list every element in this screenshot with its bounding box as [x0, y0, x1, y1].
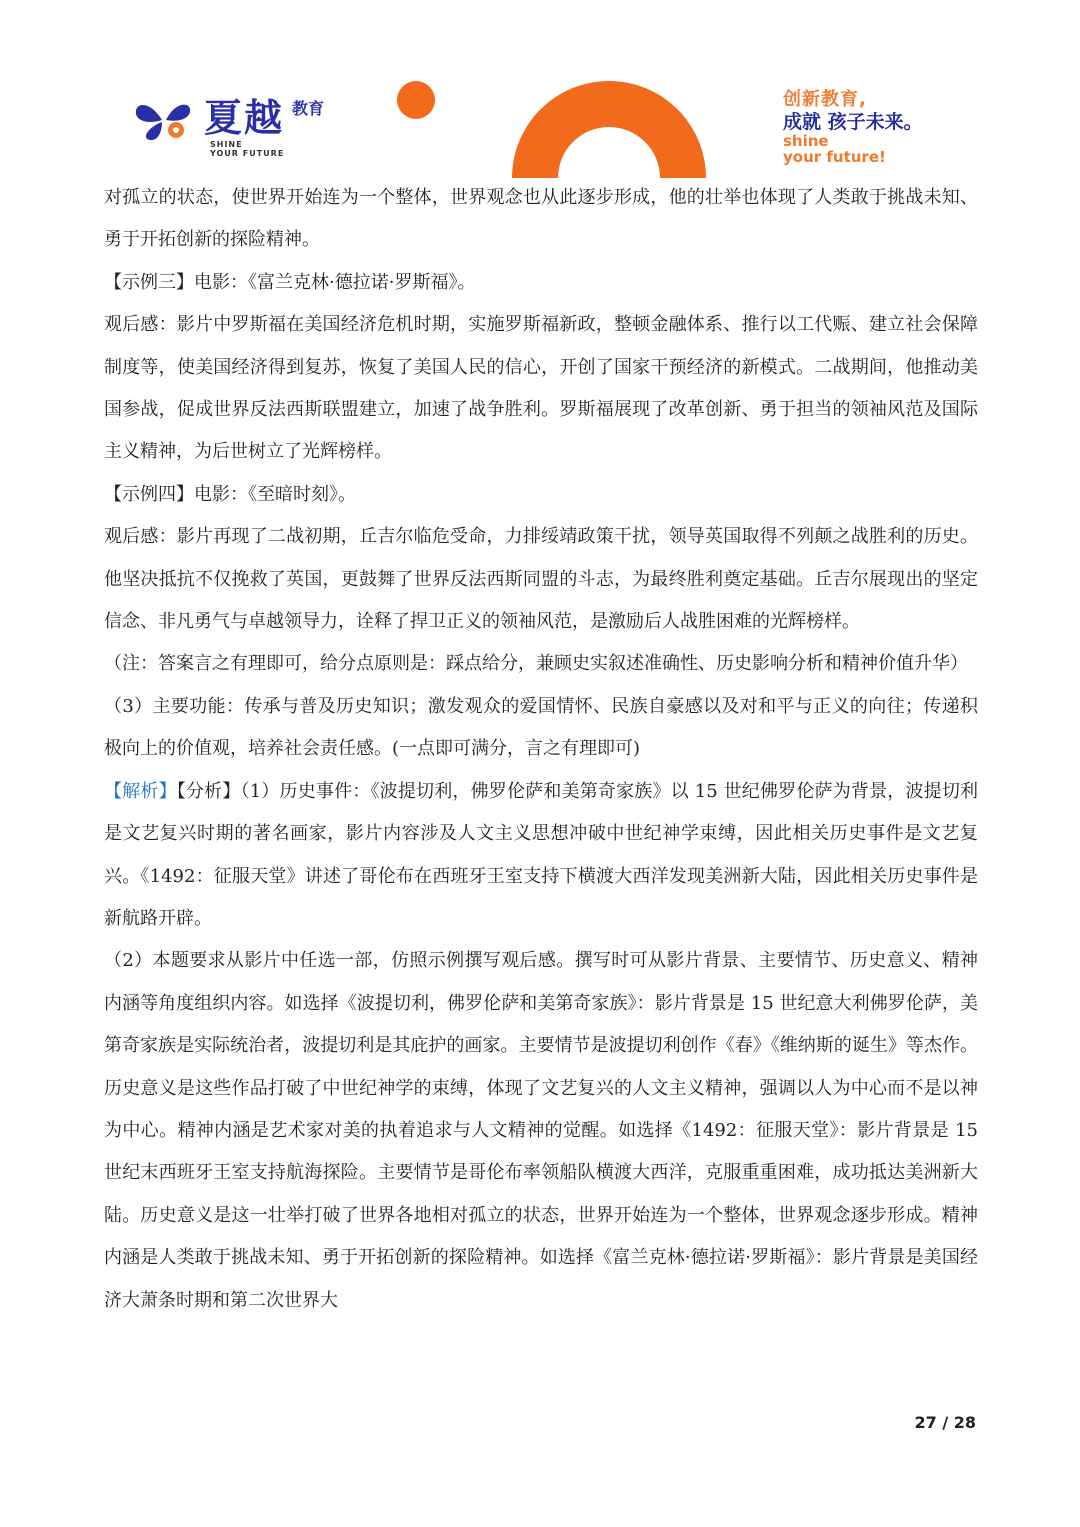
logo-chinese-name: 夏越: [204, 96, 285, 140]
document-body: [104, 177, 978, 1322]
paragraph: 对孤立的状态，使世界开始连为一个整体，世界观念也从此逐步形成，他的壮举也体现了人类敢于挑战未知、勇于开拓创新的探险精神。: [104, 187, 978, 251]
paragraph: （3）主要功能：传承与普及历史知识；激发观众的爱国情怀、民族自豪感以及对和平与正义的向往；传递积极向上的价值观，培养社会责任感。(一点即可满分，言之有理即可): [104, 695, 978, 760]
paragraph: 观后感：影片再现了二战初期，丘吉尔临危受命，力排绥靖政策干扰，领导英国取得不列颠之战胜利的历史。他坚决抵抗不仅挽救了英国，更鼓舞了世界反法西斯同盟的斗志，为最终胜利奠定基础。丘吉尔展现出的坚定信念、非凡勇气与卓越领导力，诠释了捍卫正义的领袖风范，是激励后人战胜困难的光辉榜样。: [104, 526, 978, 633]
butterfly-logo-icon: [132, 96, 196, 142]
logo-en-line-1: SHINE: [210, 140, 243, 149]
logo-en-line-2: YOUR FUTURE: [210, 149, 285, 158]
header-slogan: [783, 90, 983, 165]
orange-dot-icon: [397, 81, 435, 119]
page-header: [0, 0, 1080, 178]
note-paragraph: （注：答案言之有理即可，给分点原则是：踩点给分，兼顾史实叙述准确性、历史影响分析和精神价值升华）: [104, 653, 968, 675]
slogan-line-2: 成就 孩子未来。: [783, 111, 923, 133]
example-heading: 【示例四】电影：《至暗时刻》。: [104, 483, 356, 505]
brand-logo: [132, 96, 342, 160]
paragraph: （2）本题要求从影片中任选一部，仿照示例撰写观后感。撰写时可从影片背景、主要情节、历史意义、精神内涵等角度组织内容。如选择《波提切利，佛罗伦萨和美第奇家族》：影片背景是 15 世纪意大利佛罗伦萨，美第奇家族是实际统治者，波提切利是其庇护的画家。主要情节是波提切利创作《春》《维纳斯的诞生》等杰作。历史意义是这些作品打破了中世纪神学的束缚，体现了文艺复兴的人文主义精神，强调以人为中心而不是以神为中心。精神内涵是艺术家对美的执着追求与人文精神的觉醒。如选择《1492：征服天堂》：影片背景是 15 世纪末西班牙王室支持航海探险。主要情节是哥伦布率领船队横渡大西洋，克服重重困难，成功抵达美洲新大陆。历史意义是这一壮举打破了世界各地相对孤立的状态，世界开始连为一个整体，世界观念逐步形成。精神内涵是人类敢于挑战未知、勇于开拓创新的探险精神。如选择《富兰克林·德拉诺·罗斯福》：影片背景是美国经济大萧条时期和第二次世界大: [104, 950, 978, 1311]
slogan-line-1: 创新教育,: [783, 89, 867, 110]
header-decoration: [390, 80, 720, 178]
analysis-text: 【分析】（1）历史事件：《波提切利，佛罗伦萨和美第奇家族》以 15 世纪佛罗伦萨为背景，波提切利是文艺复兴时期的著名画家，影片内容涉及人文主义思想冲破中世纪神学束缚，因此相关历史事件是文艺复兴。《1492：征服天堂》讲述了哥伦布在西班牙王室支持下横渡大西洋发现美洲新大陆，因此相关历史事件是新航路开辟。: [104, 780, 979, 929]
paragraph: 观后感：影片中罗斯福在美国经济危机时期，实施罗斯福新政，整顿金融体系、推行以工代赈、建立社会保障制度等，使美国经济得到复苏，恢复了美国人民的信心，开创了国家干预经济的新模式。二战期间，他推动美国参战，促成世界反法西斯联盟建立，加速了战争胜利。罗斯福展现了改革创新、勇于担当的领袖风范及国际主义精神，为后世树立了光辉榜样。: [104, 314, 978, 463]
page-number: 27 / 28: [914, 1413, 976, 1432]
analysis-paragraph: [104, 771, 978, 941]
example-heading: 【示例三】电影：《富兰克林·德拉诺·罗斯福》。: [104, 271, 476, 293]
orange-arch-icon: [512, 81, 706, 178]
slogan-line-3: shine: [783, 132, 829, 150]
slogan-line-4: your future!: [783, 148, 886, 166]
logo-education-label: 教育: [292, 99, 325, 118]
analysis-tag: 【解析】: [104, 780, 177, 802]
logo-english-tagline: [210, 140, 284, 158]
